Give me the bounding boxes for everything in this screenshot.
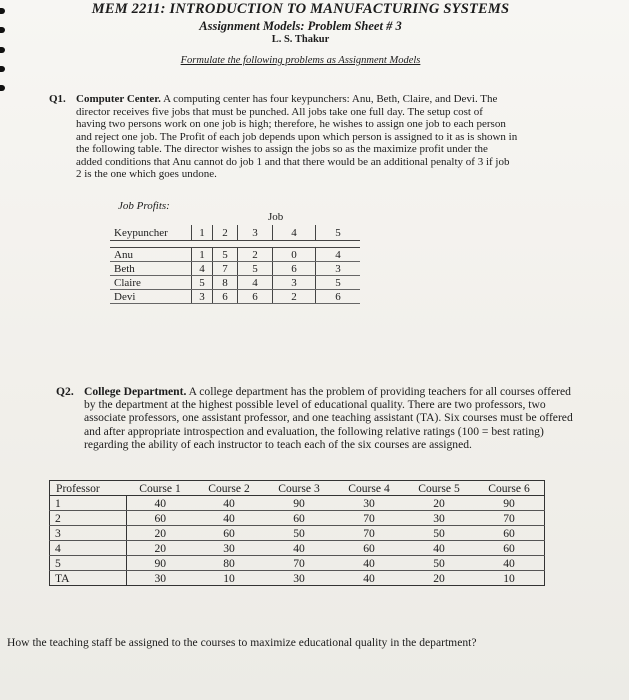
- job-column-group-header: Job: [268, 211, 284, 223]
- question-2-title: College Department.: [84, 385, 187, 398]
- table-row: 1 40 40 90 30 20 90: [50, 496, 545, 511]
- binding-hole: [0, 66, 5, 72]
- question-2-line: associate professors, one assistant professor, and one teaching assistant (TA). Six courses must be offered: [84, 411, 573, 425]
- keypuncher-header: Keypuncher: [110, 225, 192, 241]
- question-1-line: having two persons work on one job is high; therefore, he wishes to assign one job to each person: [76, 118, 506, 130]
- spiral-binding: [0, 0, 8, 700]
- question-2-line: and after appropriate introspection and evaluation, the following relative ratings (100 = best rating): [84, 424, 544, 438]
- question-1-line: director receives five jobs that must be punched. All jobs take one full day. The setup cost of: [76, 105, 483, 118]
- table-row: Beth 4 7 5 6 3: [110, 262, 360, 276]
- question-1-line: the following table. The director wishes to assign the jobs so as the maximize profit under the: [76, 143, 488, 155]
- course-header: Course 2: [194, 481, 264, 496]
- sheet-subtitle: Assignment Models: Problem Sheet # 3: [199, 19, 402, 33]
- question-2-number: Q2.: [56, 385, 74, 398]
- table-row: 4 20 30 40 60 40 60: [50, 541, 545, 556]
- course-header: Course 5: [404, 481, 474, 496]
- question-1-line: and reject one job. The Profit of each job depends upon which person is assigned to it as is shown in: [76, 130, 518, 143]
- job-header-cell: 5: [316, 225, 361, 241]
- binding-hole: [0, 47, 5, 53]
- table-header-row: [110, 225, 360, 241]
- professor-header: Professor: [50, 481, 127, 496]
- table-row: Anu 1 5 2 0 4: [110, 248, 360, 262]
- question-2-line: by the department at the highest possible level of educational quality. There are two professors, two: [84, 398, 546, 412]
- job-profits-table: [110, 225, 360, 304]
- question-1-line: 2 is the one which goes undone.: [76, 168, 217, 180]
- table-header-row: [50, 481, 545, 496]
- table-row: Claire 5 8 4 3 5: [110, 276, 360, 290]
- table-row: Devi 3 6 6 2 6: [110, 290, 360, 304]
- course-header: Course 4: [334, 481, 404, 496]
- question-1-title: Computer Center.: [76, 93, 161, 105]
- course-header: Course 3: [264, 481, 334, 496]
- table-row: TA 30 10 30 40 20 10: [50, 571, 545, 586]
- course-header: Course 6: [474, 481, 545, 496]
- course-title: MEM 2211: INTRODUCTION TO MANUFACTURING SYSTEMS: [91, 1, 510, 17]
- table-row: 5 90 80 70 40 50 40: [50, 556, 545, 571]
- question-2-prompt: How the teaching staff be assigned to the courses to maximize educational quality in the department?: [7, 636, 477, 649]
- question-2: [56, 385, 629, 451]
- question-1-line: Computer Center. A computing center has four keypunchers: Anu, Beth, Claire, and Devi. The: [76, 93, 498, 105]
- job-header-cell: 3: [238, 225, 273, 241]
- course-header: Course 1: [126, 481, 194, 496]
- question-1-number: Q1.: [49, 93, 66, 105]
- binding-hole: [0, 85, 5, 91]
- job-header-cell: 1: [192, 225, 213, 241]
- author-name: L. S. Thakur: [271, 34, 330, 45]
- question-1-line: added conditions that Anu cannot do job 1 and that there would be an additional penalty of 3 if job: [76, 155, 510, 168]
- instruction-line: Formulate the following problems as Assignment Models: [180, 55, 421, 66]
- job-profits-label: Job Profits:: [118, 200, 170, 212]
- question-2-line: College Department. A college department has the problem of providing teachers for all courses offered: [84, 385, 571, 398]
- table-row: 3 20 60 50 70 50 60: [50, 526, 545, 541]
- job-header-cell: 2: [213, 225, 238, 241]
- job-header-cell: 4: [273, 225, 316, 241]
- table-row: 2 60 40 60 70 30 70: [50, 511, 545, 526]
- question-1: [49, 93, 588, 181]
- ratings-table: [49, 480, 545, 586]
- question-2-line: regarding the ability of each instructor to teach each of the six courses are assigned.: [84, 437, 472, 451]
